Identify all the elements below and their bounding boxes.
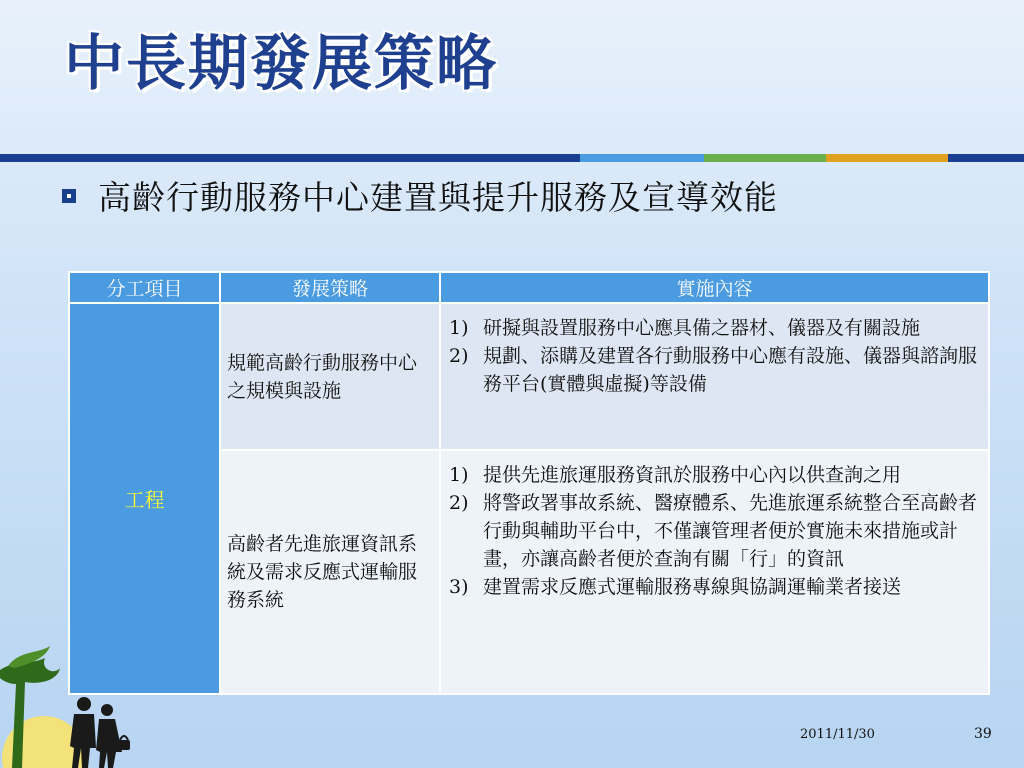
strategy-cell: 規範高齡行動服務中心之規模與設施: [220, 303, 440, 450]
list-item: [449, 314, 980, 342]
content-cell: [440, 450, 989, 694]
list-item: [449, 461, 980, 489]
list-item: [449, 489, 980, 573]
content-list: [449, 461, 980, 601]
item-number: 3): [449, 576, 469, 598]
elderly-couple-silhouette-icon: [0, 640, 150, 768]
item-text: 規劃、添購及建置各行動服務中心應有設施、儀器與諮詢服務平台(實體與虛擬)等設備: [483, 345, 978, 395]
item-number: 2): [449, 492, 469, 514]
bullet-text: 高齡行動服務中心建置與提升服務及宣導效能: [98, 178, 778, 217]
column-header-content: 實施內容: [440, 272, 989, 303]
list-item: [449, 342, 980, 398]
list-item: [449, 573, 980, 601]
item-number: 2): [449, 345, 469, 367]
item-text: 建置需求反應式運輸服務專線與協調運輸業者接送: [483, 576, 902, 598]
table-row: [69, 303, 989, 450]
bullet-item: [62, 172, 778, 219]
content-cell: [440, 303, 989, 450]
strategy-table: [68, 271, 990, 695]
table-header-row: [69, 272, 989, 303]
column-header-strategy: 發展策略: [220, 272, 440, 303]
square-bullet-icon: [62, 189, 76, 203]
item-number: 1): [449, 317, 469, 339]
divider-accent-blue: [580, 154, 704, 162]
category-cell: 工程: [69, 303, 220, 694]
page-number: 39: [974, 726, 992, 742]
strategy-cell: 高齡者先進旅運資訊系統及需求反應式運輸服務系統: [220, 450, 440, 694]
item-number: 1): [449, 464, 469, 486]
footer-date: 2011/11/30: [800, 727, 875, 742]
item-text: 研擬與設置服務中心應具備之器材、儀器及有關設施: [483, 317, 921, 339]
page-title: 中長期發展策略: [64, 29, 498, 99]
divider-accent-green: [704, 154, 826, 162]
item-text: 提供先進旅運服務資訊於服務中心內以供查詢之用: [483, 464, 902, 486]
column-header-division: 分工項目: [69, 272, 220, 303]
divider-accent-gold: [826, 154, 948, 162]
content-list: [449, 314, 980, 398]
item-text: 將警政署事故系統、醫療體系、先進旅運系統整合至高齡者行動與輔助平台中，不僅讓管理者便於實施未來措施或計畫，亦讓高齡者便於查詢有關「行」的資訊: [483, 492, 978, 570]
